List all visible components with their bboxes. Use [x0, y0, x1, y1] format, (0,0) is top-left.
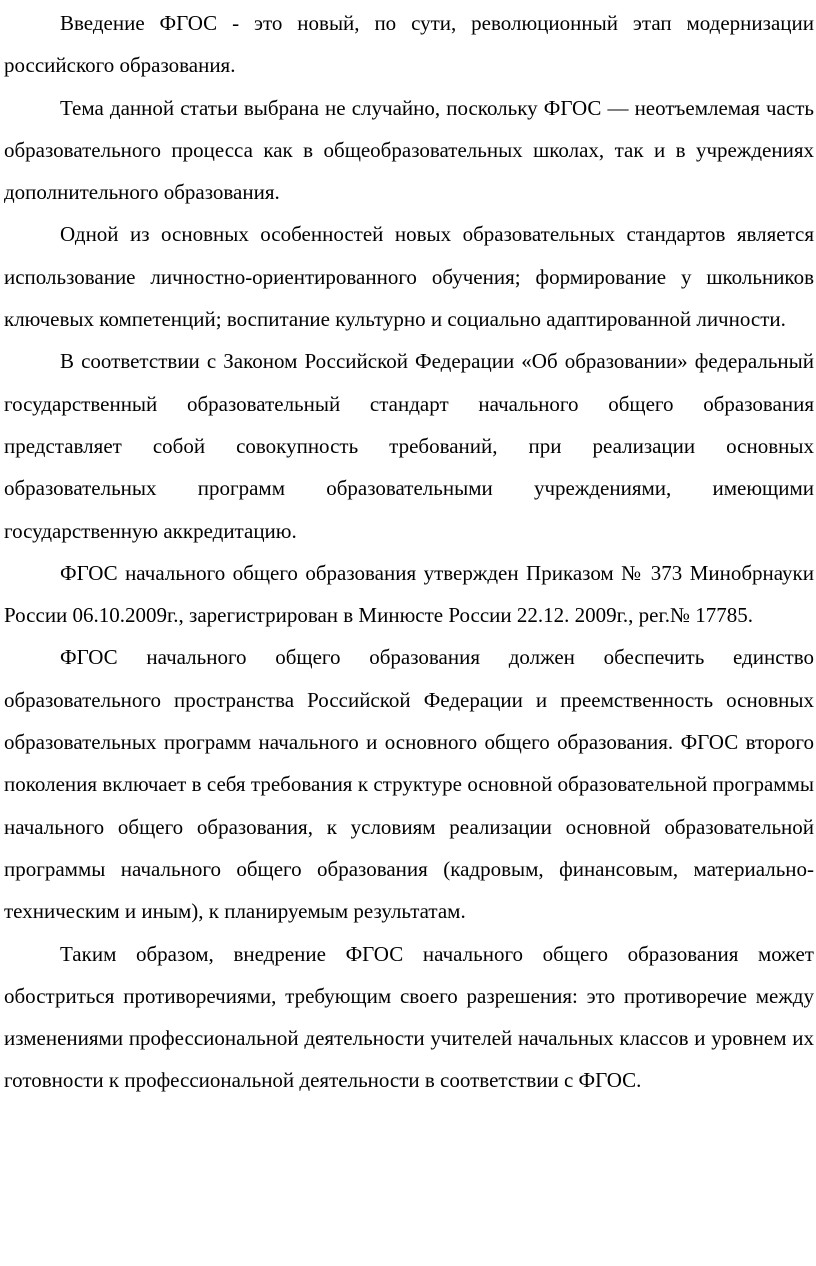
paragraph-law: В соответствии с Законом Российской Федерации «Об образовании» федеральный государственный образовательный стандарт начального общего образования представляет собой совокупность требований, при реализации основных образовательных программ образовательными учреждениями, имеющими государственную аккредитацию.: [4, 349, 814, 543]
paragraph-topic: Тема данной статьи выбрана не случайно, поскольку ФГОС — неотъемлемая часть образовательного процесса как в общеобразовательных школах, так и в учреждениях дополнительного образования.: [4, 95, 814, 205]
paragraph-order: ФГОС начального общего образования утвержден Приказом № 373 Минобрнауки России 06.10.2009г., зарегистрирован в Минюсте России 22.12. 2009г., рег.№ 17785.: [4, 560, 814, 628]
paragraph-intro: Введение ФГОС - это новый, по сути, революционный этап модернизации российского образования.: [4, 11, 814, 78]
paragraph-conclusion: Таким образом, внедрение ФГОС начального общего образования может обостриться противоречиями, требующим своего разрешения: это противоречие между изменениями профессиональной деятельности учителей начальных классов и уровнем их готовности к профессиональной деятельности в соответствии с ФГОС.: [4, 941, 814, 1093]
paragraph-features: Одной из основных особенностей новых образовательных стандартов является использование личностно-ориентированного обучения; формирование у школьников ключевых компетенций; воспитание культурно и социально адаптированной личности.: [4, 222, 814, 332]
paragraph-requirements: ФГОС начального общего образования должен обеспечить единство образовательного пространства Российской Федерации и преемственность основных образовательных программ начального и основного общего образования. ФГОС второго поколения включает в себя требования к структуре основной образовательной программы начального общего образования, к условиям реализации основной образовательной программы начального общего образования (кадровым, финансовым, материально-техническим и иным), к планируемым результатам.: [4, 645, 814, 924]
